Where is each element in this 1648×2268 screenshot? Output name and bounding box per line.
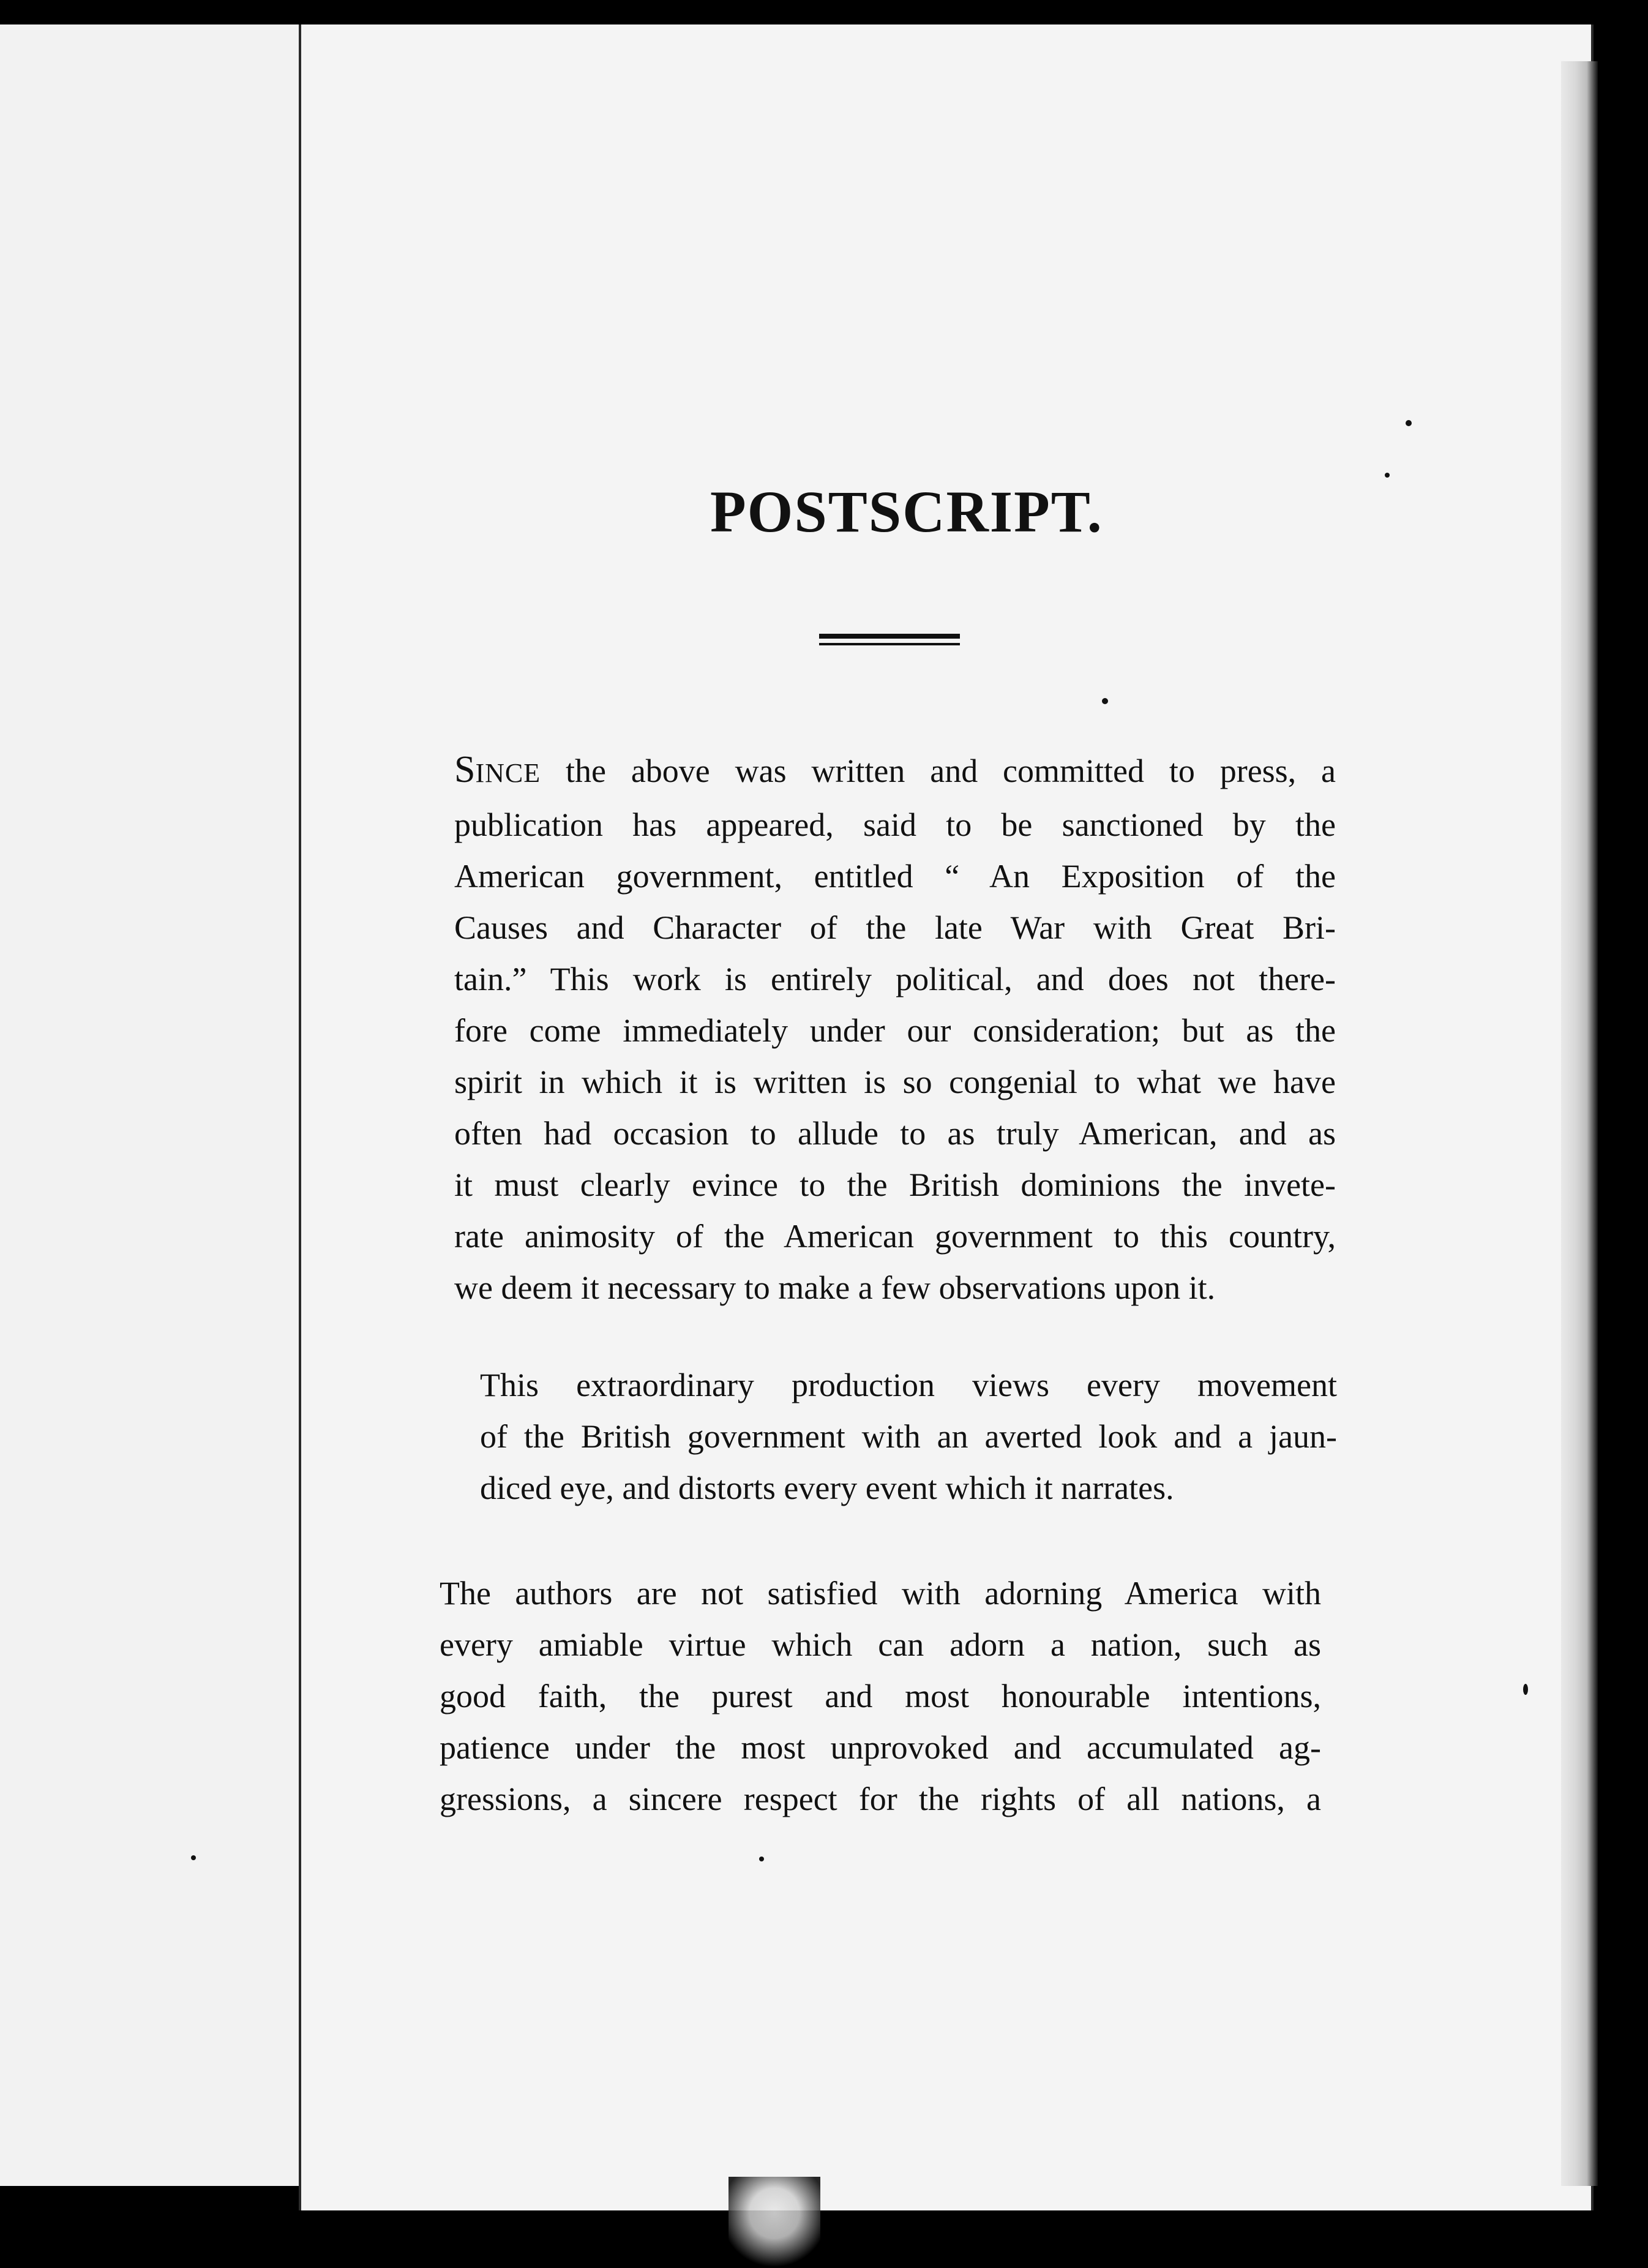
paragraph-line: diced eye, and distorts every event which it narrates. (480, 1470, 1174, 1506)
left-page-bleed-through (0, 343, 294, 1690)
paragraph-line: American government, entitled “ An Exposition of the (454, 858, 1336, 895)
paragraph-line: The authors are not satisfied with adorning America with (440, 1575, 1321, 1612)
ink-speck (1523, 1684, 1528, 1695)
ink-speck (1406, 420, 1412, 426)
ink-speck (1385, 473, 1390, 478)
left-page (0, 24, 310, 2186)
paragraph-line: gressions, a sincere respect for the rights of all nations, a (440, 1781, 1321, 1817)
paragraph-line: patience under the most unprovoked and accumulated ag- (440, 1729, 1321, 1766)
paragraph-2 (480, 1359, 1337, 1514)
drop-initial: S (454, 749, 476, 790)
ink-speck (191, 1855, 196, 1860)
paragraph-line: fore come immediately under our consideration; but as the (454, 1012, 1336, 1049)
paragraph-1 (454, 744, 1336, 1313)
ink-speck (1102, 698, 1108, 704)
small-caps-word: INCE (475, 758, 541, 788)
paragraph-line: it must clearly evince to the British dominions the invete- (454, 1166, 1336, 1203)
paragraph-line: publication has appeared, said to be sanctioned by the (454, 806, 1336, 843)
paragraph-line: rate animosity of the American government to this country, (454, 1218, 1336, 1255)
title-rule (819, 634, 960, 639)
title-rule-thin (819, 643, 960, 645)
paragraph-line: we deem it necessary to make a few observations upon it. (454, 1269, 1216, 1306)
page-edge (1561, 61, 1598, 2186)
paragraph-line: tain.” This work is entirely political, and does not there- (454, 961, 1336, 997)
paper-stain (728, 2177, 820, 2268)
paragraph-line (454, 744, 1336, 799)
paragraph-line: often had occasion to allude to as truly American, and as (454, 1115, 1336, 1152)
paragraph-line: spirit in which it is written is so congenial to what we have (454, 1064, 1336, 1100)
paragraph-line: good faith, the purest and most honourable intentions, (440, 1678, 1321, 1714)
page-title: POSTSCRIPT. (710, 479, 1103, 544)
paragraph-line: Causes and Character of the late War with Great Bri- (454, 909, 1336, 946)
paragraph-3 (440, 1568, 1321, 1825)
ink-speck (759, 1857, 764, 1861)
paragraph-line: of the British government with an averted look and a jaun- (480, 1418, 1337, 1455)
paragraph-line: every amiable virtue which can adorn a nation, such as (440, 1626, 1321, 1663)
line-rest: the above was written and committed to press, a (566, 753, 1336, 789)
paragraph-line: This extraordinary production views every movement (480, 1367, 1337, 1403)
